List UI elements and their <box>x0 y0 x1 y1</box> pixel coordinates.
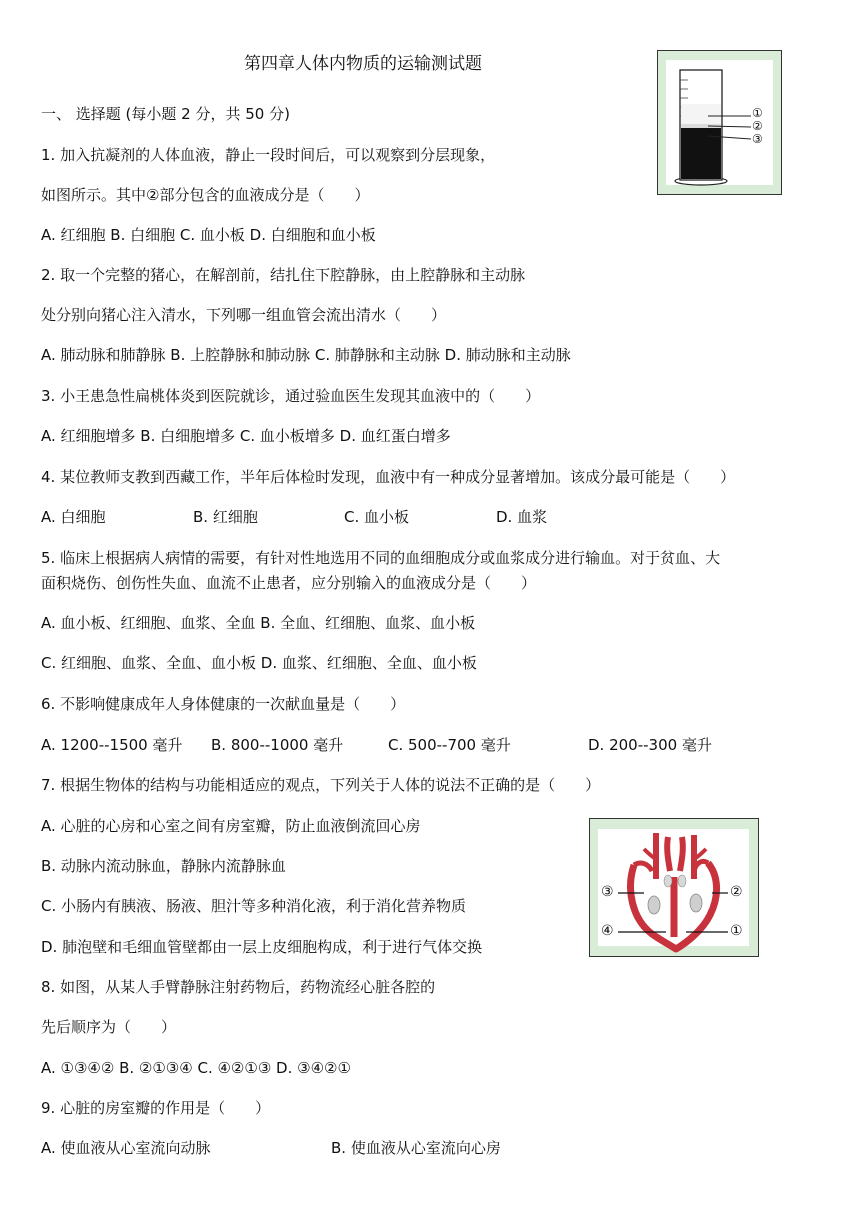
q6-option-a: A. 1200--1500 毫升 <box>41 736 183 754</box>
q5-text-line1: 5. 临床上根据病人病情的需要，有针对性地选用不同的血细胞成分或血浆成分进行输血。对于贫血、大 <box>41 549 721 567</box>
blood-tube-figure <box>657 50 782 195</box>
q7-text: 7. 根据生物体的结构与功能相适应的观点，下列关于人体的说法不正确的是（ ） <box>41 776 601 794</box>
q6-text: 6. 不影响健康成年人身体健康的一次献血量是（ ） <box>41 695 406 713</box>
q7-option-b: B. 动脉内流动脉血，静脉内流静脉血 <box>41 857 286 875</box>
q8-text-line2: 先后顺序为（ ） <box>41 1018 177 1036</box>
tube-label-2: ② <box>752 119 763 133</box>
q9-option-a: A. 使血液从心室流向动脉 <box>41 1139 211 1157</box>
q4-option-c: C. 血小板 <box>344 508 410 526</box>
heart-figure <box>589 818 759 957</box>
q5-options-2: C. 红细胞、血浆、全血、血小板 D. 血浆、红细胞、全血、血小板 <box>41 654 477 672</box>
q9-text: 9. 心脏的房室瓣的作用是（ ） <box>41 1099 271 1117</box>
tube-label-1: ① <box>752 106 763 120</box>
q7-option-d: D. 肺泡壁和毛细血管壁都由一层上皮细胞构成，利于进行气体交换 <box>41 938 483 956</box>
heart-label-4: ④ <box>601 923 614 939</box>
q6-option-c: C. 500--700 毫升 <box>388 736 511 754</box>
q7-option-a: A. 心脏的心房和心室之间有房室瓣，防止血液倒流回心房 <box>41 817 421 835</box>
q1-text-line2: 如图所示。其中②部分包含的血液成分是（ ） <box>41 186 370 204</box>
q7-option-c: C. 小肠内有胰液、肠液、胆汁等多种消化液，利于消化营养物质 <box>41 897 467 915</box>
q8-options: A. ①③④② B. ②①③④ C. ④②①③ D. ③④②① <box>41 1059 351 1077</box>
q5-text-line2: 面积烧伤、创伤性失血、血流不止患者，应分别输入的血液成分是（ ） <box>41 574 537 592</box>
q8-text-line1: 8. 如图，从某人手臂静脉注射药物后，药物流经心脏各腔的 <box>41 978 436 996</box>
q4-option-a: A. 白细胞 <box>41 508 106 526</box>
section-heading: 一、 选择题 (每小题 2 分，共 50 分) <box>41 105 290 123</box>
q6-option-d: D. 200--300 毫升 <box>588 736 712 754</box>
q6-option-b: B. 800--1000 毫升 <box>211 736 344 754</box>
q4-text: 4. 某位教师支教到西藏工作，半年后体检时发现，血液中有一种成分显著增加。该成分最可能是（ ） <box>41 468 736 486</box>
q1-text-line1: 1. 加入抗凝剂的人体血液，静止一段时间后，可以观察到分层现象， <box>41 146 496 164</box>
q4-option-d: D. 血浆 <box>496 508 548 526</box>
q2-text-line1: 2. 取一个完整的猪心，在解剖前，结扎住下腔静脉，由上腔静脉和主动脉 <box>41 266 526 284</box>
page-title: 第四章人体内物质的运输测试题 <box>244 54 482 74</box>
q3-text: 3. 小王患急性扁桃体炎到医院就诊，通过验血医生发现其血液中的（ ） <box>41 387 541 405</box>
q4-option-b: B. 红细胞 <box>193 508 258 526</box>
q1-options: A. 红细胞 B. 白细胞 C. 血小板 D. 白细胞和血小板 <box>41 226 376 244</box>
heart-label-1: ① <box>730 923 743 939</box>
tube-label-3: ③ <box>752 132 763 146</box>
q3-options: A. 红细胞增多 B. 白细胞增多 C. 血小板增多 D. 血红蛋白增多 <box>41 427 451 445</box>
q2-options: A. 肺动脉和肺静脉 B. 上腔静脉和肺动脉 C. 肺静脉和主动脉 D. 肺动脉和主动脉 <box>41 346 571 364</box>
heart-label-3: ③ <box>601 884 614 900</box>
q5-options-1: A. 血小板、红细胞、血浆、全血 B. 全血、红细胞、血浆、血小板 <box>41 614 476 632</box>
heart-label-2: ② <box>730 884 743 900</box>
q2-text-line2: 处分别向猪心注入清水，下列哪一组血管会流出清水（ ） <box>41 306 447 324</box>
q9-option-b: B. 使血液从心室流向心房 <box>331 1139 501 1157</box>
